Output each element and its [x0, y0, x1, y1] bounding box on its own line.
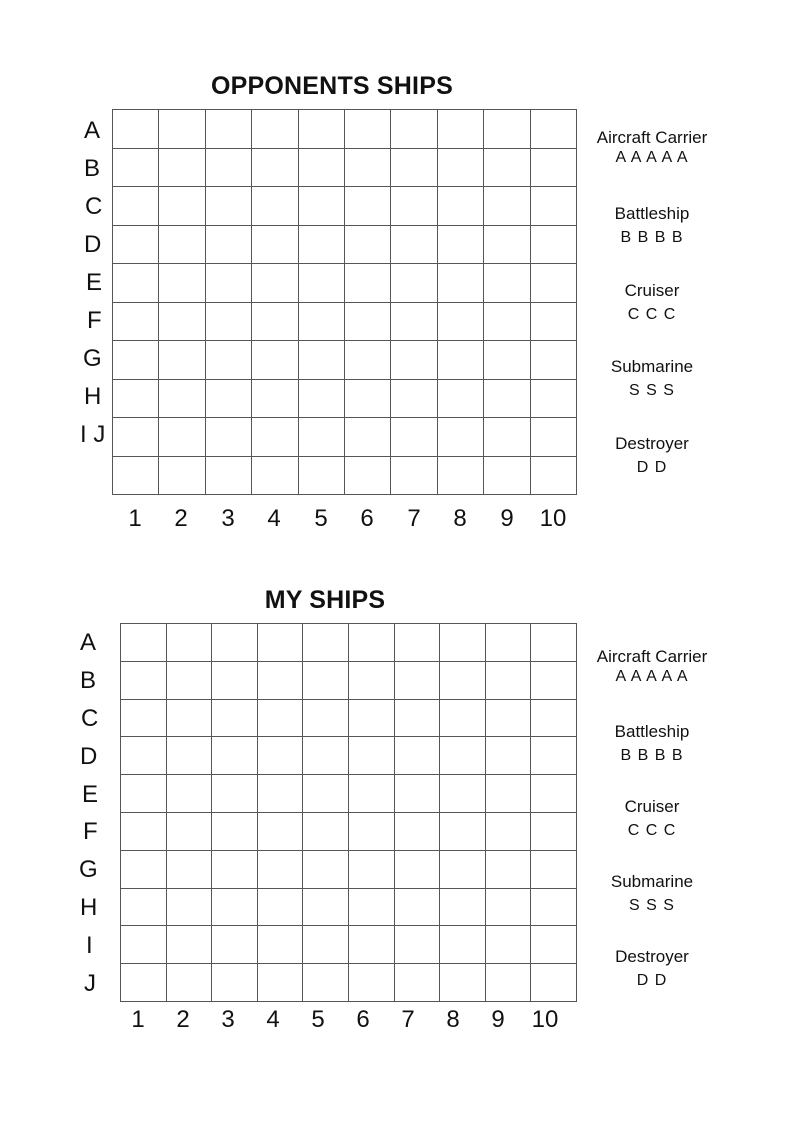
grid-cell[interactable] — [531, 700, 577, 738]
opponent-col-label: 6 — [360, 505, 374, 532]
grid-cell[interactable] — [440, 775, 486, 813]
grid-cell[interactable] — [206, 457, 252, 496]
grid-cell[interactable] — [206, 264, 252, 303]
grid-cell[interactable] — [299, 226, 345, 265]
grid-cell[interactable] — [113, 149, 159, 188]
ship-code: B B B B — [620, 229, 684, 246]
grid-cell[interactable] — [531, 110, 577, 149]
grid-cell[interactable] — [113, 341, 159, 380]
grid-cell[interactable] — [438, 226, 484, 265]
grid-cell[interactable] — [121, 737, 167, 775]
grid-cell[interactable] — [486, 851, 532, 889]
grid-cell[interactable] — [113, 303, 159, 342]
ship-name: Submarine — [610, 357, 694, 376]
opponent-row-label: A — [84, 117, 101, 144]
grid-cell[interactable] — [121, 851, 167, 889]
grid-cell[interactable] — [391, 149, 437, 188]
grid-cell[interactable] — [395, 662, 441, 700]
ship-code: D D — [636, 972, 668, 989]
grid-cell[interactable] — [484, 457, 530, 496]
grid-cell[interactable] — [486, 926, 532, 964]
grid-cell[interactable] — [299, 341, 345, 380]
grid-cell[interactable] — [252, 187, 298, 226]
grid-cell[interactable] — [121, 775, 167, 813]
grid-cell[interactable] — [252, 418, 298, 457]
opponent-ship-legend — [582, 128, 722, 488]
ship-code: A A A A A — [615, 668, 689, 685]
opponent-row-label: E — [86, 269, 103, 296]
grid-cell[interactable] — [113, 110, 159, 149]
grid-cell[interactable] — [438, 149, 484, 188]
grid-cell[interactable] — [349, 662, 395, 700]
opponent-row-label: B — [84, 155, 101, 182]
grid-cell[interactable] — [212, 964, 258, 1002]
grid-cell[interactable] — [349, 775, 395, 813]
opponent-col-label: 1 — [128, 505, 142, 532]
grid-cell[interactable] — [349, 737, 395, 775]
grid-cell[interactable] — [206, 418, 252, 457]
grid-cell[interactable] — [440, 700, 486, 738]
grid-cell[interactable] — [440, 889, 486, 927]
grid-cell[interactable] — [206, 341, 252, 380]
ship-code: S S S — [629, 897, 675, 914]
grid-cell[interactable] — [206, 149, 252, 188]
ship-entry — [582, 872, 722, 916]
grid-cell[interactable] — [206, 380, 252, 419]
my-row-label: C — [81, 705, 99, 732]
my-board-title: MY SHIPS — [264, 586, 386, 614]
grid-cell[interactable] — [212, 624, 258, 662]
grid-cell[interactable] — [349, 813, 395, 851]
grid-cell[interactable] — [299, 380, 345, 419]
grid-cell[interactable] — [113, 418, 159, 457]
my-row-label: E — [82, 781, 99, 808]
grid-cell[interactable] — [531, 964, 577, 1002]
grid-cell[interactable] — [531, 264, 577, 303]
opponent-col-label: 3 — [221, 505, 235, 532]
grid-cell[interactable] — [167, 813, 213, 851]
grid-cell[interactable] — [206, 303, 252, 342]
grid-cell[interactable] — [345, 187, 391, 226]
grid-cell[interactable] — [252, 264, 298, 303]
opponent-col-label: 10 — [539, 505, 567, 532]
grid-cell[interactable] — [167, 964, 213, 1002]
grid-cell[interactable] — [121, 889, 167, 927]
grid-cell[interactable] — [391, 380, 437, 419]
my-ship-legend — [582, 647, 722, 1007]
grid-cell[interactable] — [531, 341, 577, 380]
grid-cell[interactable] — [159, 149, 205, 188]
grid-cell[interactable] — [206, 187, 252, 226]
my-col-label: 3 — [221, 1006, 235, 1033]
grid-cell[interactable] — [438, 187, 484, 226]
ship-name: Cruiser — [624, 281, 680, 300]
my-row-label: G — [79, 856, 98, 883]
grid-cell[interactable] — [252, 341, 298, 380]
ship-entry — [582, 722, 722, 766]
opponent-col-label: 2 — [174, 505, 188, 532]
opponent-row-label: H — [84, 383, 102, 410]
opponent-col-label: 5 — [314, 505, 328, 532]
ship-entry — [582, 647, 722, 687]
ship-code: C C C — [627, 306, 677, 323]
grid-cell[interactable] — [345, 264, 391, 303]
grid-cell[interactable] — [345, 149, 391, 188]
grid-cell[interactable] — [299, 187, 345, 226]
grid-cell[interactable] — [167, 700, 213, 738]
grid-cell[interactable] — [113, 457, 159, 496]
grid-cell[interactable] — [113, 380, 159, 419]
grid-cell[interactable] — [391, 341, 437, 380]
my-row-label: B — [80, 667, 97, 694]
grid-cell[interactable] — [486, 662, 532, 700]
grid-cell[interactable] — [167, 775, 213, 813]
grid-cell[interactable] — [349, 700, 395, 738]
grid-cell[interactable] — [531, 457, 577, 496]
grid-cell[interactable] — [395, 926, 441, 964]
grid-cell[interactable] — [438, 264, 484, 303]
grid-cell[interactable] — [349, 889, 395, 927]
grid-cell[interactable] — [486, 737, 532, 775]
my-row-label: A — [80, 629, 97, 656]
grid-cell[interactable] — [121, 662, 167, 700]
ship-code: B B B B — [620, 747, 684, 764]
grid-cell[interactable] — [258, 889, 304, 927]
opponent-board-title: OPPONENTS SHIPS — [211, 72, 453, 100]
grid-cell[interactable] — [391, 264, 437, 303]
ship-name: Cruiser — [624, 797, 680, 816]
grid-cell[interactable] — [391, 303, 437, 342]
grid-cell[interactable] — [438, 418, 484, 457]
grid-cell[interactable] — [113, 187, 159, 226]
grid-cell[interactable] — [391, 187, 437, 226]
my-col-label: 10 — [531, 1006, 559, 1033]
grid-cell[interactable] — [303, 813, 349, 851]
grid-cell[interactable] — [486, 700, 532, 738]
grid-cell[interactable] — [212, 889, 258, 927]
grid-cell[interactable] — [121, 964, 167, 1002]
ship-name: Submarine — [610, 872, 694, 891]
ship-name: Destroyer — [615, 947, 689, 966]
grid-cell[interactable] — [258, 775, 304, 813]
grid-cell[interactable] — [438, 110, 484, 149]
grid-cell[interactable] — [299, 110, 345, 149]
grid-cell[interactable] — [531, 303, 577, 342]
grid-cell[interactable] — [440, 662, 486, 700]
grid-cell[interactable] — [391, 418, 437, 457]
grid-cell[interactable] — [531, 775, 577, 813]
grid-cell[interactable] — [486, 964, 532, 1002]
grid-cell[interactable] — [167, 889, 213, 927]
grid-cell[interactable] — [303, 737, 349, 775]
opponent-row-label: I J — [80, 421, 106, 448]
ship-code: C C C — [627, 822, 677, 839]
grid-cell[interactable] — [299, 418, 345, 457]
grid-cell[interactable] — [438, 380, 484, 419]
grid-cell[interactable] — [252, 457, 298, 496]
grid-cell[interactable] — [531, 624, 577, 662]
grid-cell[interactable] — [345, 303, 391, 342]
grid-cell[interactable] — [349, 851, 395, 889]
grid-cell[interactable] — [395, 851, 441, 889]
ship-entry — [582, 797, 722, 841]
grid-cell[interactable] — [484, 380, 530, 419]
my-col-label: 8 — [446, 1006, 460, 1033]
grid-cell[interactable] — [531, 926, 577, 964]
ship-code: S S S — [629, 382, 675, 399]
grid-cell[interactable] — [303, 700, 349, 738]
my-col-label: 7 — [401, 1006, 415, 1033]
grid-cell[interactable] — [440, 624, 486, 662]
my-col-label: 9 — [491, 1006, 505, 1033]
grid-cell[interactable] — [299, 149, 345, 188]
grid-cell[interactable] — [531, 889, 577, 927]
grid-cell[interactable] — [484, 187, 530, 226]
grid-cell[interactable] — [345, 110, 391, 149]
ship-name: Aircraft Carrier — [596, 128, 708, 147]
grid-cell[interactable] — [303, 775, 349, 813]
ship-code: A A A A A — [615, 149, 689, 166]
ship-entry — [582, 204, 722, 248]
grid-cell[interactable] — [159, 226, 205, 265]
grid-cell[interactable] — [345, 418, 391, 457]
grid-cell[interactable] — [159, 380, 205, 419]
grid-cell[interactable] — [258, 737, 304, 775]
grid-cell[interactable] — [345, 457, 391, 496]
opponent-col-label: 7 — [407, 505, 421, 532]
grid-cell[interactable] — [440, 964, 486, 1002]
my-row-label: I — [86, 932, 93, 959]
my-grid[interactable] — [120, 623, 577, 1002]
grid-cell[interactable] — [159, 264, 205, 303]
grid-cell[interactable] — [531, 662, 577, 700]
my-row-label: J — [84, 970, 96, 997]
grid-cell[interactable] — [531, 851, 577, 889]
grid-cell[interactable] — [438, 341, 484, 380]
grid-cell[interactable] — [484, 226, 530, 265]
grid-cell[interactable] — [252, 380, 298, 419]
grid-cell[interactable] — [212, 737, 258, 775]
grid-cell[interactable] — [206, 110, 252, 149]
ship-entry — [582, 434, 722, 478]
grid-cell[interactable] — [391, 457, 437, 496]
grid-cell[interactable] — [531, 418, 577, 457]
grid-cell[interactable] — [121, 813, 167, 851]
my-row-label: H — [80, 894, 98, 921]
grid-cell[interactable] — [438, 303, 484, 342]
grid-cell[interactable] — [395, 624, 441, 662]
grid-cell[interactable] — [395, 700, 441, 738]
grid-cell[interactable] — [303, 926, 349, 964]
grid-cell[interactable] — [258, 926, 304, 964]
grid-cell[interactable] — [252, 226, 298, 265]
opponent-col-label: 8 — [453, 505, 467, 532]
opponent-col-label: 4 — [267, 505, 281, 532]
grid-cell[interactable] — [258, 851, 304, 889]
grid-cell[interactable] — [391, 110, 437, 149]
grid-cell[interactable] — [159, 457, 205, 496]
my-col-label: 5 — [311, 1006, 325, 1033]
grid-cell[interactable] — [167, 737, 213, 775]
grid-cell[interactable] — [349, 624, 395, 662]
grid-cell[interactable] — [484, 110, 530, 149]
grid-cell[interactable] — [121, 700, 167, 738]
grid-cell[interactable] — [531, 226, 577, 265]
opponent-col-label: 9 — [500, 505, 514, 532]
grid-cell[interactable] — [484, 418, 530, 457]
ship-entry — [582, 947, 722, 991]
grid-cell[interactable] — [206, 226, 252, 265]
my-col-label: 2 — [176, 1006, 190, 1033]
grid-cell[interactable] — [395, 775, 441, 813]
grid-cell[interactable] — [440, 926, 486, 964]
grid-cell[interactable] — [303, 964, 349, 1002]
grid-cell[interactable] — [303, 851, 349, 889]
grid-cell[interactable] — [258, 662, 304, 700]
grid-cell[interactable] — [303, 889, 349, 927]
opponent-row-label: G — [83, 345, 102, 372]
my-col-label: 4 — [266, 1006, 280, 1033]
grid-cell[interactable] — [345, 226, 391, 265]
ship-name: Destroyer — [615, 434, 689, 453]
grid-cell[interactable] — [486, 889, 532, 927]
grid-cell[interactable] — [440, 737, 486, 775]
grid-cell[interactable] — [531, 737, 577, 775]
grid-cell[interactable] — [159, 110, 205, 149]
opponent-row-label: F — [87, 307, 102, 334]
grid-cell[interactable] — [121, 926, 167, 964]
grid-cell[interactable] — [486, 775, 532, 813]
grid-cell[interactable] — [258, 813, 304, 851]
grid-cell[interactable] — [258, 700, 304, 738]
ship-name: Aircraft Carrier — [596, 647, 708, 666]
grid-cell[interactable] — [395, 813, 441, 851]
ship-entry — [582, 281, 722, 325]
ship-code: D D — [636, 459, 668, 476]
grid-cell[interactable] — [299, 264, 345, 303]
grid-cell[interactable] — [349, 926, 395, 964]
grid-cell[interactable] — [484, 264, 530, 303]
grid-cell[interactable] — [167, 926, 213, 964]
grid-cell[interactable] — [395, 889, 441, 927]
grid-cell[interactable] — [212, 851, 258, 889]
grid-cell[interactable] — [167, 624, 213, 662]
grid-cell[interactable] — [113, 264, 159, 303]
ship-name: Battleship — [614, 722, 690, 741]
grid-cell[interactable] — [121, 624, 167, 662]
my-col-label: 1 — [131, 1006, 145, 1033]
grid-cell[interactable] — [531, 187, 577, 226]
grid-cell[interactable] — [395, 737, 441, 775]
ship-entry — [582, 357, 722, 401]
grid-cell[interactable] — [484, 149, 530, 188]
grid-cell[interactable] — [303, 662, 349, 700]
grid-cell[interactable] — [486, 813, 532, 851]
grid-cell[interactable] — [212, 775, 258, 813]
grid-cell[interactable] — [395, 964, 441, 1002]
ship-name: Battleship — [614, 204, 690, 223]
my-col-label: 6 — [356, 1006, 370, 1033]
grid-cell[interactable] — [484, 303, 530, 342]
grid-cell[interactable] — [159, 303, 205, 342]
grid-cell[interactable] — [159, 341, 205, 380]
grid-cell[interactable] — [258, 624, 304, 662]
grid-cell[interactable] — [531, 380, 577, 419]
grid-cell[interactable] — [531, 149, 577, 188]
grid-cell[interactable] — [252, 303, 298, 342]
grid-cell[interactable] — [167, 662, 213, 700]
grid-cell[interactable] — [212, 700, 258, 738]
grid-cell[interactable] — [113, 226, 159, 265]
grid-cell[interactable] — [345, 341, 391, 380]
grid-cell[interactable] — [349, 964, 395, 1002]
opponent-row-label: C — [85, 193, 103, 220]
grid-cell[interactable] — [486, 624, 532, 662]
grid-cell[interactable] — [440, 851, 486, 889]
opponent-row-label: D — [84, 231, 102, 258]
my-row-label: D — [80, 743, 98, 770]
grid-cell[interactable] — [438, 457, 484, 496]
grid-cell[interactable] — [159, 187, 205, 226]
grid-cell[interactable] — [303, 624, 349, 662]
grid-cell[interactable] — [299, 457, 345, 496]
grid-cell[interactable] — [212, 662, 258, 700]
grid-cell[interactable] — [159, 418, 205, 457]
grid-cell[interactable] — [440, 813, 486, 851]
grid-cell[interactable] — [212, 926, 258, 964]
grid-cell[interactable] — [167, 851, 213, 889]
ship-entry — [582, 128, 722, 168]
grid-cell[interactable] — [531, 813, 577, 851]
grid-cell[interactable] — [252, 149, 298, 188]
grid-cell[interactable] — [391, 226, 437, 265]
my-row-label: F — [83, 818, 98, 845]
grid-cell[interactable] — [484, 341, 530, 380]
grid-cell[interactable] — [258, 964, 304, 1002]
opponent-grid[interactable] — [112, 109, 577, 495]
grid-cell[interactable] — [212, 813, 258, 851]
grid-cell[interactable] — [345, 380, 391, 419]
grid-cell[interactable] — [252, 110, 298, 149]
grid-cell[interactable] — [299, 303, 345, 342]
